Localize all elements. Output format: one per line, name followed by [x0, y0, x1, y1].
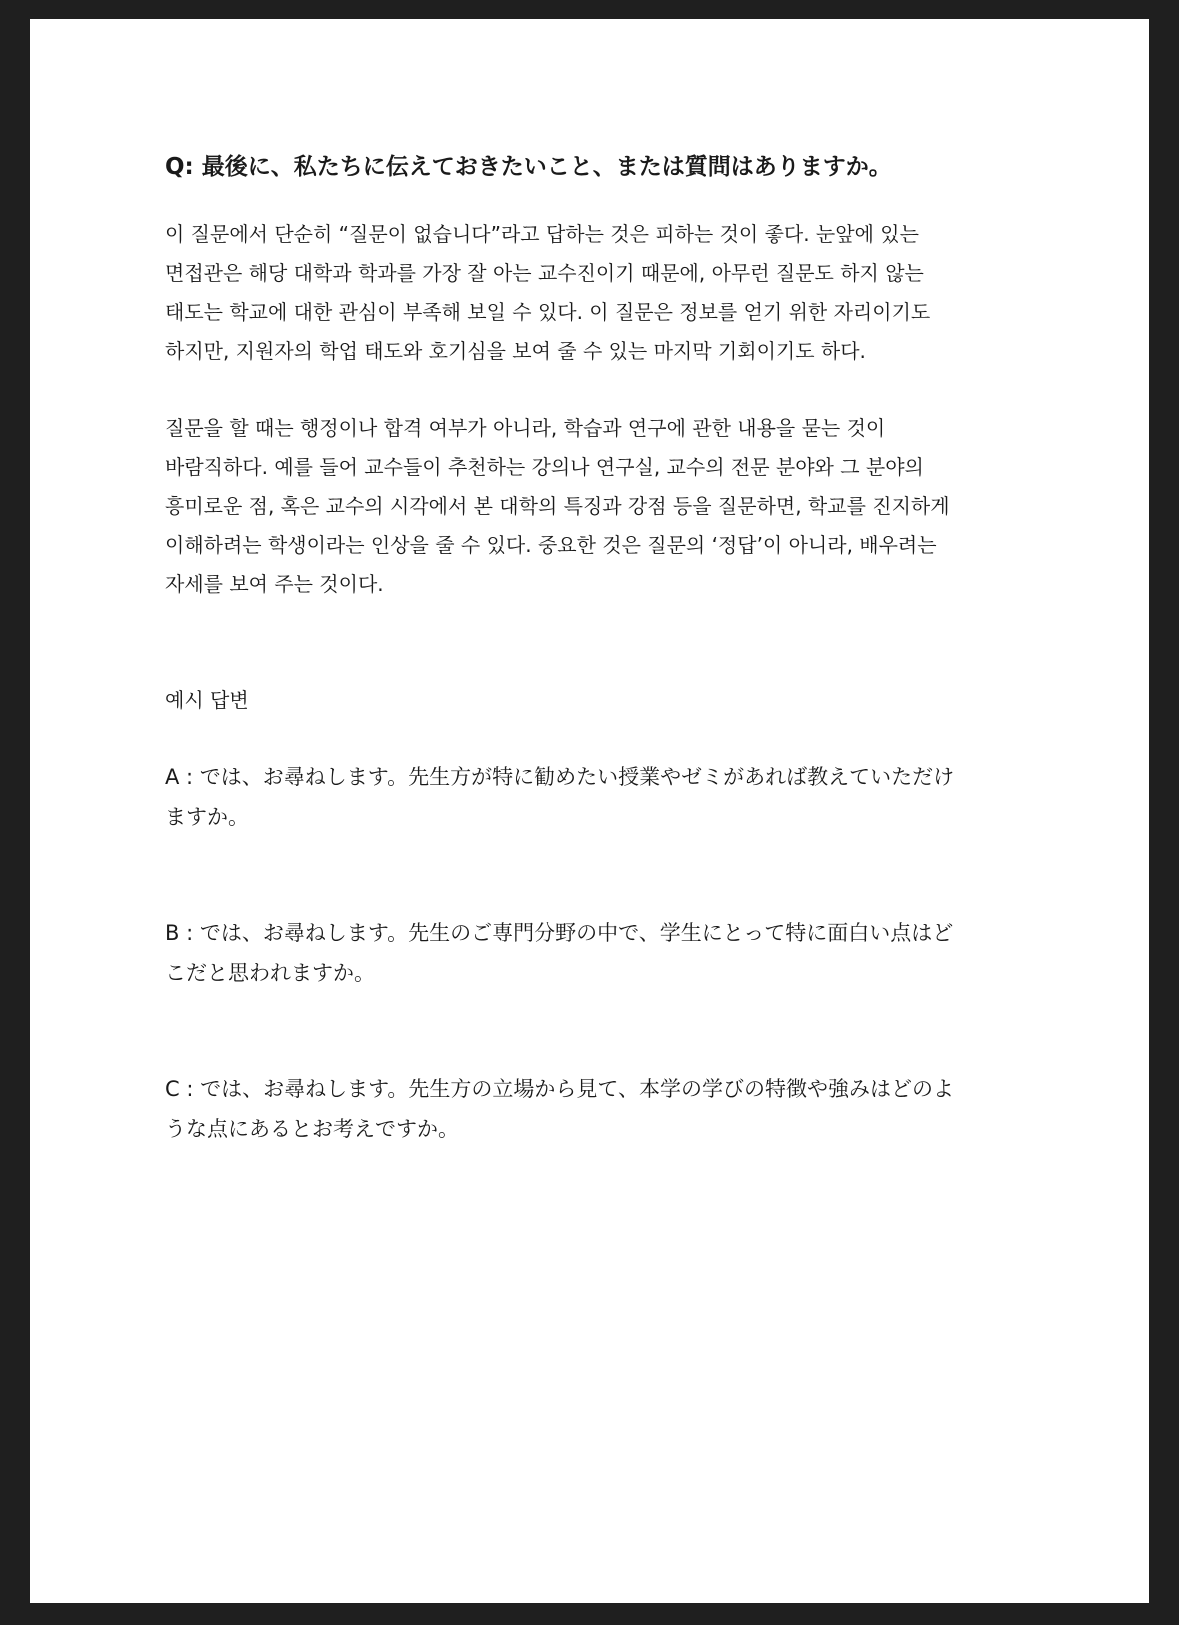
paragraph-line: 흥미로운 점, 혹은 교수의 시각에서 본 대학의 특징과 강점 등을 질문하면, 학교를 진지하게 — [165, 494, 950, 518]
answer-b — [165, 913, 1045, 993]
answer-c — [165, 1069, 1045, 1149]
paragraph-intro — [165, 215, 1045, 371]
paragraph-line: 이해하려는 학생이라는 인상을 줄 수 있다. 중요한 것은 질문의 ‘정답’이 아니라, 배우려는 — [165, 533, 937, 557]
paragraph-line: 이 질문에서 단순히 “질문이 없습니다”라고 답하는 것은 피하는 것이 좋다. 눈앞에 있는 — [165, 222, 919, 246]
paragraph-line: 바람직하다. 예를 들어 교수들이 추천하는 강의나 연구실, 교수의 전문 분야와 그 분야의 — [165, 455, 924, 479]
answer-a — [165, 757, 1045, 837]
answer-line: B : では、お尋ねします。先生のご専門分野の中で、学生にとって特に面白い点はど — [165, 921, 954, 945]
answer-line: うな点にあるとお考えですか。 — [165, 1117, 459, 1141]
document-page — [30, 19, 1149, 1603]
example-answers-label: 예시 답변 — [165, 688, 249, 712]
paragraph-line: 질문을 할 때는 행정이나 합격 여부가 아니라, 학습과 연구에 관한 내용을 묻는 것이 — [165, 416, 886, 440]
question-heading: Q: 最後に、私たちに伝えておきたいこと、または質問はありますか。 — [165, 154, 892, 180]
paragraph-line: 태도는 학교에 대한 관심이 부족해 보일 수 있다. 이 질문은 정보를 얻기 위한 자리이기도 — [165, 300, 931, 324]
answer-line: A : では、お尋ねします。先生方が特に勧めたい授業やゼミがあれば教えていただけ — [165, 765, 955, 789]
paragraph-advice — [165, 409, 1045, 604]
answer-line: ますか。 — [165, 805, 249, 829]
paragraph-line: 자세를 보여 주는 것이다. — [165, 572, 384, 596]
paragraph-line: 면접관은 해당 대학과 학과를 가장 잘 아는 교수진이기 때문에, 아무런 질문도 하지 않는 — [165, 261, 924, 285]
answer-line: C : では、お尋ねします。先生方の立場から見て、本学の学びの特徴や強みはどのよ — [165, 1077, 954, 1101]
answer-line: こだと思われますか。 — [165, 961, 375, 985]
paragraph-line: 하지만, 지원자의 학업 태도와 호기심을 보여 줄 수 있는 마지막 기회이기도 하다. — [165, 339, 866, 363]
